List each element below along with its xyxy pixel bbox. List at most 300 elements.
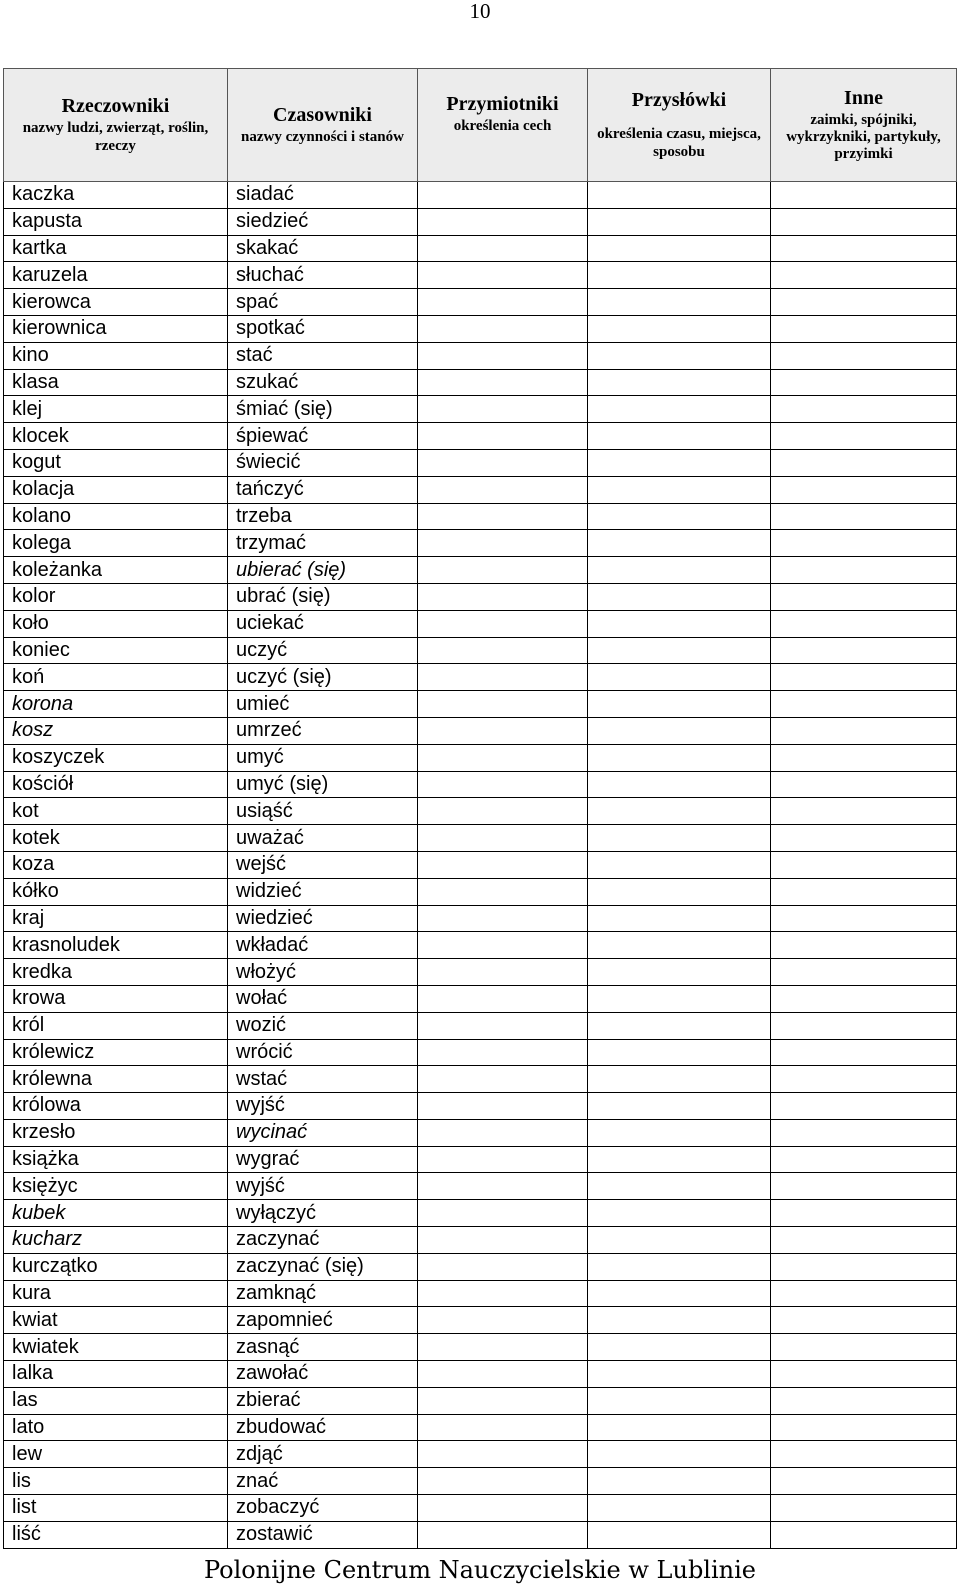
table-header-row	[4, 69, 957, 182]
adverb-cell	[588, 878, 771, 905]
noun-cell: korona	[4, 691, 228, 718]
other-cell	[771, 1173, 957, 1200]
table-row	[4, 985, 957, 1012]
noun-cell: krowa	[4, 985, 228, 1012]
noun-cell: kwiat	[4, 1307, 228, 1334]
verb-cell: stać	[228, 342, 418, 369]
other-cell	[771, 1414, 957, 1441]
adverb-cell	[588, 1387, 771, 1414]
adjective-cell	[418, 503, 588, 530]
verb-cell: wstać	[228, 1066, 418, 1093]
verb-cell: uważać	[228, 825, 418, 852]
adjective-cell	[418, 1280, 588, 1307]
noun-cell: koło	[4, 610, 228, 637]
adjective-cell	[418, 959, 588, 986]
adverb-cell	[588, 1039, 771, 1066]
adverb-cell	[588, 557, 771, 584]
header-verbs	[228, 69, 418, 182]
noun-cell: kredka	[4, 959, 228, 986]
header-other	[771, 69, 957, 182]
verb-cell: usiąść	[228, 798, 418, 825]
other-cell	[771, 1495, 957, 1522]
other-cell	[771, 1280, 957, 1307]
other-cell	[771, 664, 957, 691]
other-cell	[771, 369, 957, 396]
verb-cell: włożyć	[228, 959, 418, 986]
adjective-cell	[418, 1441, 588, 1468]
table-row	[4, 449, 957, 476]
adverb-cell	[588, 1468, 771, 1495]
table-row	[4, 717, 957, 744]
adjective-cell	[418, 771, 588, 798]
adjective-cell	[418, 1227, 588, 1254]
other-cell	[771, 637, 957, 664]
verb-cell: wyjść	[228, 1093, 418, 1120]
table-row	[4, 1012, 957, 1039]
adverb-cell	[588, 744, 771, 771]
adverb-cell	[588, 396, 771, 423]
other-cell	[771, 959, 957, 986]
verb-cell: zasnąć	[228, 1334, 418, 1361]
adjective-cell	[418, 1334, 588, 1361]
noun-cell: las	[4, 1387, 228, 1414]
adjective-cell	[418, 1361, 588, 1388]
verb-cell: wejść	[228, 851, 418, 878]
verb-cell: zbierać	[228, 1387, 418, 1414]
verb-cell: umieć	[228, 691, 418, 718]
noun-cell: kraj	[4, 905, 228, 932]
table-row	[4, 851, 957, 878]
adverb-cell	[588, 1307, 771, 1334]
noun-cell: lis	[4, 1468, 228, 1495]
adjective-cell	[418, 262, 588, 289]
verb-cell: śpiewać	[228, 423, 418, 450]
other-cell	[771, 557, 957, 584]
verb-cell: znać	[228, 1468, 418, 1495]
other-cell	[771, 583, 957, 610]
adjective-cell	[418, 342, 588, 369]
adjective-cell	[418, 235, 588, 262]
other-cell	[771, 1200, 957, 1227]
adjective-cell	[418, 1521, 588, 1548]
other-cell	[771, 182, 957, 209]
noun-cell: kartka	[4, 235, 228, 262]
noun-cell: kościół	[4, 771, 228, 798]
adjective-cell	[418, 315, 588, 342]
adjective-cell	[418, 610, 588, 637]
noun-cell: kogut	[4, 449, 228, 476]
noun-cell: kolano	[4, 503, 228, 530]
table-row	[4, 959, 957, 986]
noun-cell: krasnoludek	[4, 932, 228, 959]
verb-cell: siedzieć	[228, 208, 418, 235]
adverb-cell	[588, 583, 771, 610]
table-body	[4, 182, 957, 1549]
verb-cell: wozić	[228, 1012, 418, 1039]
table-row	[4, 1468, 957, 1495]
adjective-cell	[418, 1173, 588, 1200]
table-row	[4, 1093, 957, 1120]
other-cell	[771, 825, 957, 852]
noun-cell: lew	[4, 1441, 228, 1468]
table-row	[4, 583, 957, 610]
adjective-cell	[418, 583, 588, 610]
other-cell	[771, 1039, 957, 1066]
verb-cell: trzeba	[228, 503, 418, 530]
table-row	[4, 610, 957, 637]
table-row	[4, 262, 957, 289]
noun-cell: kotek	[4, 825, 228, 852]
other-cell	[771, 315, 957, 342]
verb-cell: szukać	[228, 369, 418, 396]
other-cell	[771, 1307, 957, 1334]
adjective-cell	[418, 423, 588, 450]
verb-cell: zostawić	[228, 1521, 418, 1548]
noun-cell: koń	[4, 664, 228, 691]
noun-cell: kura	[4, 1280, 228, 1307]
other-cell	[771, 905, 957, 932]
other-cell	[771, 771, 957, 798]
adjective-cell	[418, 396, 588, 423]
noun-cell: klasa	[4, 369, 228, 396]
verb-cell: zapomnieć	[228, 1307, 418, 1334]
adjective-cell	[418, 1307, 588, 1334]
adverb-cell	[588, 1280, 771, 1307]
adjective-cell	[418, 1387, 588, 1414]
adverb-cell	[588, 342, 771, 369]
noun-cell: kubek	[4, 1200, 228, 1227]
other-cell	[771, 1441, 957, 1468]
verb-cell: uczyć	[228, 637, 418, 664]
noun-cell: kolor	[4, 583, 228, 610]
verb-cell: wołać	[228, 985, 418, 1012]
adverb-cell	[588, 1146, 771, 1173]
adverb-cell	[588, 1253, 771, 1280]
other-cell	[771, 1361, 957, 1388]
verb-cell: spać	[228, 289, 418, 316]
noun-cell: lato	[4, 1414, 228, 1441]
adverb-cell	[588, 476, 771, 503]
adverb-cell	[588, 798, 771, 825]
verb-cell: trzymać	[228, 530, 418, 557]
adjective-cell	[418, 557, 588, 584]
verb-cell: słuchać	[228, 262, 418, 289]
adverb-cell	[588, 637, 771, 664]
other-cell	[771, 1012, 957, 1039]
adverb-cell	[588, 1361, 771, 1388]
adverb-cell	[588, 691, 771, 718]
table-row	[4, 396, 957, 423]
adverb-cell	[588, 503, 771, 530]
adjective-cell	[418, 851, 588, 878]
table-row	[4, 637, 957, 664]
verb-cell: wycinać	[228, 1119, 418, 1146]
table-row	[4, 530, 957, 557]
verb-cell: umrzeć	[228, 717, 418, 744]
header-title: Przysłówki	[631, 89, 727, 112]
header-subtitle: nazwy ludzi, zwierząt, roślin, rzeczy	[22, 120, 209, 154]
noun-cell: list	[4, 1495, 228, 1522]
noun-cell: kosz	[4, 717, 228, 744]
other-cell	[771, 1227, 957, 1254]
noun-cell: kwiatek	[4, 1334, 228, 1361]
adverb-cell	[588, 932, 771, 959]
adverb-cell	[588, 985, 771, 1012]
adjective-cell	[418, 476, 588, 503]
adverb-cell	[588, 1012, 771, 1039]
adjective-cell	[418, 1012, 588, 1039]
other-cell	[771, 423, 957, 450]
table-row	[4, 235, 957, 262]
table-row	[4, 878, 957, 905]
other-cell	[771, 396, 957, 423]
verb-cell: wiedzieć	[228, 905, 418, 932]
adjective-cell	[418, 1200, 588, 1227]
table-row	[4, 1334, 957, 1361]
other-cell	[771, 1521, 957, 1548]
table-row	[4, 1066, 957, 1093]
noun-cell: kaczka	[4, 182, 228, 209]
verb-cell: zbudować	[228, 1414, 418, 1441]
noun-cell: kino	[4, 342, 228, 369]
adjective-cell	[418, 530, 588, 557]
noun-cell: lalka	[4, 1361, 228, 1388]
table-row	[4, 1361, 957, 1388]
table-row	[4, 744, 957, 771]
adjective-cell	[418, 1468, 588, 1495]
page-number: 10	[469, 0, 491, 23]
adverb-cell	[588, 369, 771, 396]
table-row	[4, 423, 957, 450]
table-row	[4, 315, 957, 342]
adjective-cell	[418, 691, 588, 718]
verb-cell: wrócić	[228, 1039, 418, 1066]
verb-cell: zaczynać (się)	[228, 1253, 418, 1280]
header-subtitle: zaimki, spójniki, wykrzykniki, partykuły, przyimki	[786, 111, 941, 163]
adverb-cell	[588, 1334, 771, 1361]
adverb-cell	[588, 182, 771, 209]
header-subtitle: określenia cech	[453, 118, 552, 134]
adjective-cell	[418, 798, 588, 825]
adverb-cell	[588, 1441, 771, 1468]
table-row	[4, 905, 957, 932]
other-cell	[771, 851, 957, 878]
table-row	[4, 1119, 957, 1146]
other-cell	[771, 610, 957, 637]
adverb-cell	[588, 1200, 771, 1227]
adjective-cell	[418, 717, 588, 744]
adverb-cell	[588, 1066, 771, 1093]
adjective-cell	[418, 1495, 588, 1522]
verb-cell: uciekać	[228, 610, 418, 637]
other-cell	[771, 1468, 957, 1495]
adjective-cell	[418, 932, 588, 959]
adjective-cell	[418, 449, 588, 476]
adjective-cell	[418, 664, 588, 691]
verb-cell: zobaczyć	[228, 1495, 418, 1522]
other-cell	[771, 262, 957, 289]
adverb-cell	[588, 449, 771, 476]
noun-cell: kolega	[4, 530, 228, 557]
adverb-cell	[588, 717, 771, 744]
table-row	[4, 1173, 957, 1200]
other-cell	[771, 476, 957, 503]
verb-cell: zaczynać	[228, 1227, 418, 1254]
noun-cell: koniec	[4, 637, 228, 664]
adverb-cell	[588, 315, 771, 342]
table-row	[4, 691, 957, 718]
noun-cell: liść	[4, 1521, 228, 1548]
adjective-cell	[418, 985, 588, 1012]
adjective-cell	[418, 1253, 588, 1280]
other-cell	[771, 1146, 957, 1173]
noun-cell: królewna	[4, 1066, 228, 1093]
verb-cell: wkładać	[228, 932, 418, 959]
noun-cell: klej	[4, 396, 228, 423]
adverb-cell	[588, 664, 771, 691]
adjective-cell	[418, 825, 588, 852]
header-title: Rzeczowniki	[61, 95, 170, 118]
adverb-cell	[588, 905, 771, 932]
adjective-cell	[418, 1119, 588, 1146]
table-row	[4, 289, 957, 316]
verb-cell: umyć (się)	[228, 771, 418, 798]
verb-cell: zamknąć	[228, 1280, 418, 1307]
verb-cell: spotkać	[228, 315, 418, 342]
table-row	[4, 1253, 957, 1280]
table-row	[4, 1280, 957, 1307]
adjective-cell	[418, 1093, 588, 1120]
adverb-cell	[588, 1414, 771, 1441]
table-row	[4, 208, 957, 235]
table-row	[4, 1495, 957, 1522]
other-cell	[771, 798, 957, 825]
adverb-cell	[588, 851, 771, 878]
header-subtitle: nazwy czynności i stanów	[241, 128, 404, 145]
other-cell	[771, 1066, 957, 1093]
adjective-cell	[418, 369, 588, 396]
verb-cell: widzieć	[228, 878, 418, 905]
adverb-cell	[588, 289, 771, 316]
other-cell	[771, 985, 957, 1012]
other-cell	[771, 932, 957, 959]
adverb-cell	[588, 1521, 771, 1548]
noun-cell: karuzela	[4, 262, 228, 289]
table-row	[4, 503, 957, 530]
adverb-cell	[588, 208, 771, 235]
noun-cell: kolacja	[4, 476, 228, 503]
verb-cell: ubrać (się)	[228, 583, 418, 610]
other-cell	[771, 289, 957, 316]
adverb-cell	[588, 1093, 771, 1120]
verb-cell: uczyć (się)	[228, 664, 418, 691]
verb-cell: wygrać	[228, 1146, 418, 1173]
noun-cell: królowa	[4, 1093, 228, 1120]
adjective-cell	[418, 1066, 588, 1093]
header-title: Czasowniki	[273, 103, 372, 126]
table-row	[4, 1146, 957, 1173]
verb-cell: wyłączyć	[228, 1200, 418, 1227]
table-row	[4, 1227, 957, 1254]
adjective-cell	[418, 289, 588, 316]
verb-cell: tańczyć	[228, 476, 418, 503]
other-cell	[771, 208, 957, 235]
noun-cell: koleżanka	[4, 557, 228, 584]
noun-cell: koszyczek	[4, 744, 228, 771]
verb-cell: siadać	[228, 182, 418, 209]
table-row	[4, 1441, 957, 1468]
noun-cell: król	[4, 1012, 228, 1039]
other-cell	[771, 530, 957, 557]
noun-cell: kółko	[4, 878, 228, 905]
table-row	[4, 557, 957, 584]
other-cell	[771, 878, 957, 905]
other-cell	[771, 1119, 957, 1146]
other-cell	[771, 744, 957, 771]
noun-cell: koza	[4, 851, 228, 878]
adverb-cell	[588, 1227, 771, 1254]
footer: Polonijne Centrum Nauczycielskie w Lublinie	[204, 1556, 756, 1584]
noun-cell: kurczątko	[4, 1253, 228, 1280]
adverb-cell	[588, 235, 771, 262]
table-row	[4, 932, 957, 959]
adverb-cell	[588, 1119, 771, 1146]
adjective-cell	[418, 878, 588, 905]
table-row	[4, 1521, 957, 1548]
other-cell	[771, 1334, 957, 1361]
table-row	[4, 798, 957, 825]
adverb-cell	[588, 262, 771, 289]
table-row	[4, 476, 957, 503]
other-cell	[771, 1387, 957, 1414]
noun-cell: książka	[4, 1146, 228, 1173]
table-row	[4, 342, 957, 369]
other-cell	[771, 449, 957, 476]
table-row	[4, 369, 957, 396]
adverb-cell	[588, 825, 771, 852]
header-title: Przymiotniki	[446, 93, 559, 115]
adjective-cell	[418, 905, 588, 932]
noun-cell: klocek	[4, 423, 228, 450]
noun-cell: kot	[4, 798, 228, 825]
table-row	[4, 1307, 957, 1334]
noun-cell: krzesło	[4, 1119, 228, 1146]
verb-cell: świecić	[228, 449, 418, 476]
adjective-cell	[418, 637, 588, 664]
verb-cell: zawołać	[228, 1361, 418, 1388]
adjective-cell	[418, 1414, 588, 1441]
header-nouns	[4, 69, 228, 182]
other-cell	[771, 717, 957, 744]
verb-cell: wyjść	[228, 1173, 418, 1200]
adverb-cell	[588, 530, 771, 557]
adjective-cell	[418, 208, 588, 235]
header-adverbs	[588, 69, 771, 182]
table-row	[4, 1039, 957, 1066]
table-row	[4, 1387, 957, 1414]
adjective-cell	[418, 1146, 588, 1173]
adjective-cell	[418, 744, 588, 771]
other-cell	[771, 1253, 957, 1280]
noun-cell: kucharz	[4, 1227, 228, 1254]
table-row	[4, 1414, 957, 1441]
other-cell	[771, 342, 957, 369]
header-adjectives	[418, 69, 588, 182]
verb-cell: ubierać (się)	[228, 557, 418, 584]
adjective-cell	[418, 1039, 588, 1066]
adverb-cell	[588, 1173, 771, 1200]
table-row	[4, 1200, 957, 1227]
